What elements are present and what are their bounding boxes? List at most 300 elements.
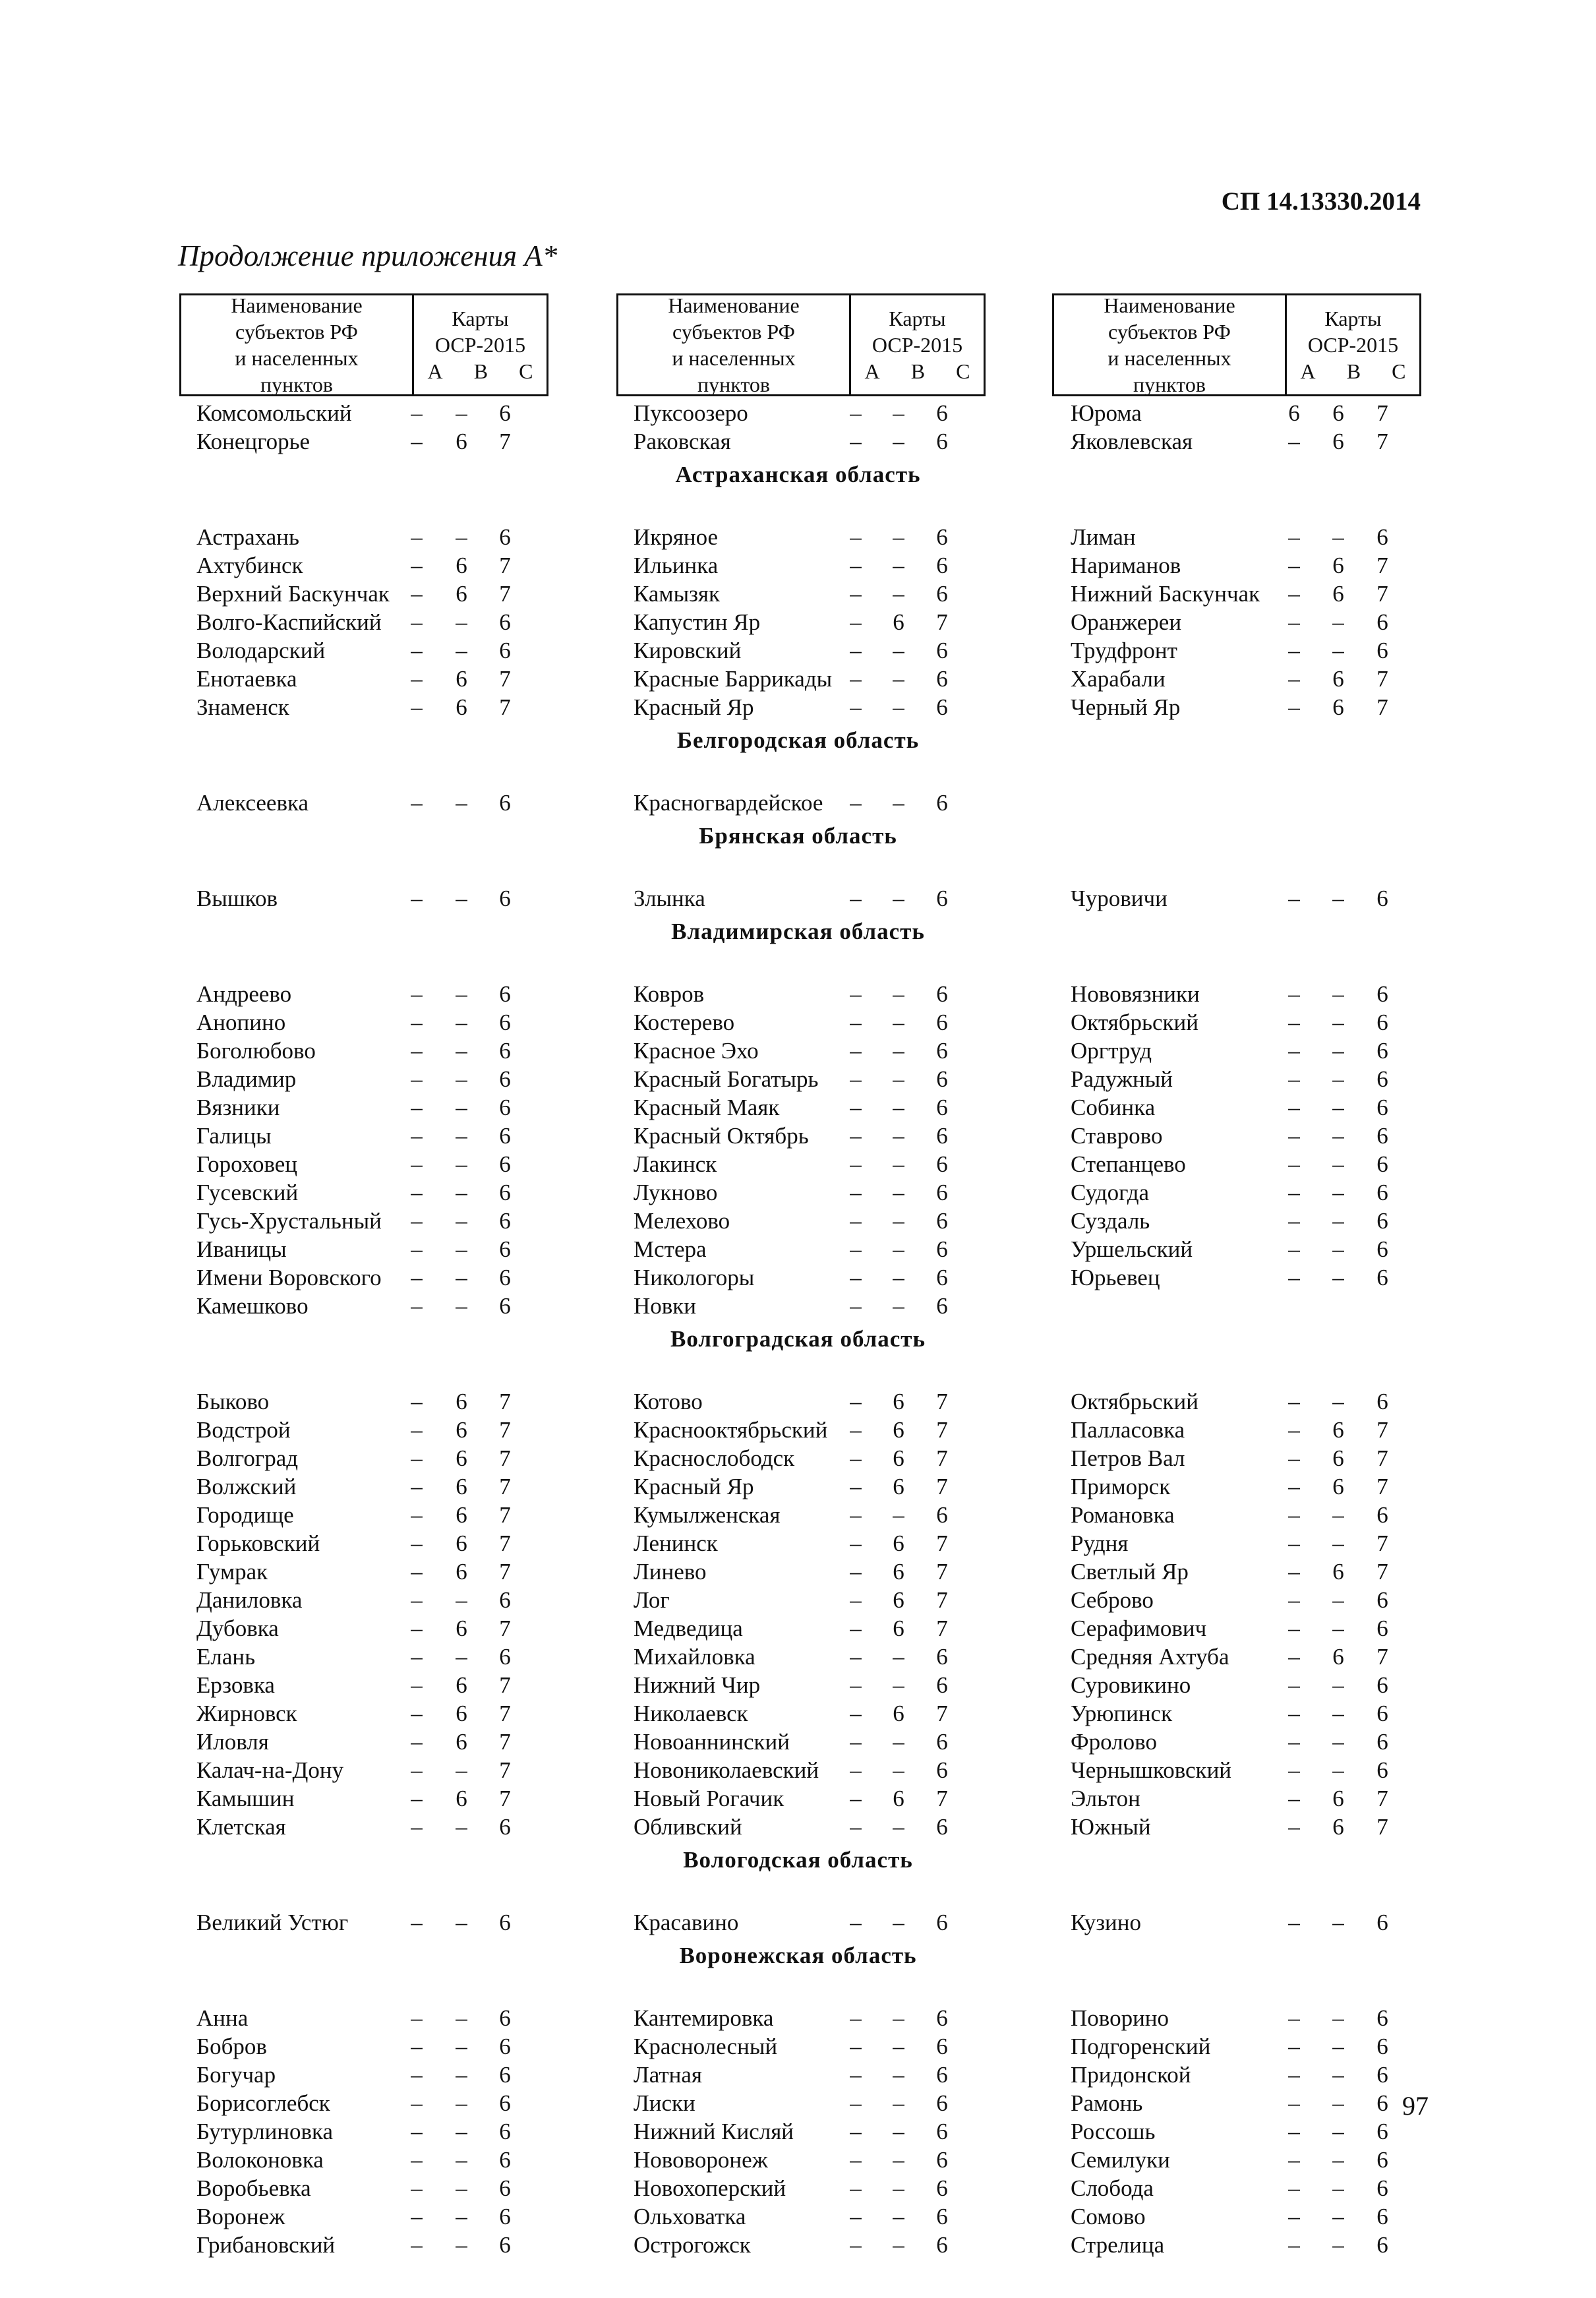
value-c: 6 <box>499 2204 511 2229</box>
value-a: – <box>1288 1095 1300 1120</box>
header-col-b: B <box>1346 359 1361 383</box>
value-c: 6 <box>936 1293 948 1319</box>
settlement-name: Поворино <box>1071 2005 1169 2031</box>
header-name-line: субъектов РФ <box>1108 320 1231 344</box>
value-c: 6 <box>1376 1010 1388 1035</box>
value-b: – <box>456 1644 467 1670</box>
settlement-name: Ильинка <box>634 553 719 578</box>
value-a: – <box>411 1910 423 1935</box>
value-a: – <box>411 1502 423 1528</box>
value-c: 6 <box>936 1502 948 1528</box>
value-b: – <box>1332 2119 1344 2144</box>
settlement-name: Капустин Яр <box>634 609 761 635</box>
value-c: 6 <box>936 2034 948 2059</box>
value-a: – <box>850 1474 862 1499</box>
value-b: 6 <box>456 666 467 692</box>
header-name-line: субъектов РФ <box>672 320 795 344</box>
value-c: 6 <box>499 1010 511 1035</box>
value-c: 7 <box>936 1616 948 1641</box>
value-a: – <box>850 1445 862 1471</box>
table-header <box>1052 293 1421 396</box>
value-a: – <box>850 981 862 1007</box>
value-c: 6 <box>1376 1208 1388 1234</box>
value-b: 6 <box>456 1389 467 1414</box>
value-a: – <box>411 400 423 426</box>
value-b: 6 <box>1332 1786 1344 1811</box>
settlement-name: Грибановский <box>196 2232 336 2258</box>
settlement-name: Ленинск <box>634 1530 718 1556</box>
value-c: 6 <box>499 1587 511 1613</box>
value-b: – <box>893 2232 904 2258</box>
value-a: – <box>1288 429 1300 454</box>
value-a: – <box>850 524 862 550</box>
value-a: – <box>1288 886 1300 911</box>
value-b: – <box>1332 1672 1344 1698</box>
value-a: – <box>411 1644 423 1670</box>
value-a: – <box>411 1066 423 1092</box>
settlement-name: Красный Яр <box>634 694 754 720</box>
value-c: 6 <box>1376 1757 1388 1783</box>
value-a: – <box>850 1729 862 1755</box>
settlement-name: Котово <box>634 1389 703 1414</box>
value-b: – <box>893 2175 904 2201</box>
value-c: 6 <box>499 790 511 816</box>
region-heading: Волгоградская область <box>670 1326 926 1352</box>
value-c: 7 <box>1376 1530 1388 1556</box>
table-row <box>0 1122 1596 1150</box>
settlement-name: Петров Вал <box>1071 1445 1185 1471</box>
value-b: – <box>456 886 467 911</box>
value-a: – <box>850 2119 862 2144</box>
settlement-name: Россошь <box>1071 2119 1156 2144</box>
value-c: 6 <box>1376 1038 1388 1064</box>
table-row <box>0 1263 1596 1292</box>
value-a: – <box>850 1066 862 1092</box>
value-c: 6 <box>1376 886 1388 911</box>
value-a: – <box>411 886 423 911</box>
value-b: – <box>893 790 904 816</box>
value-a: – <box>1288 1786 1300 1811</box>
value-b: – <box>1332 1123 1344 1149</box>
value-b: 6 <box>1332 581 1344 607</box>
settlement-name: Средняя Ахтуба <box>1071 1644 1229 1670</box>
value-b: 6 <box>456 1786 467 1811</box>
value-b: 6 <box>1332 1814 1344 1840</box>
value-a: – <box>850 1502 862 1528</box>
value-c: 6 <box>499 1910 511 1935</box>
value-b: – <box>893 2034 904 2059</box>
value-c: 6 <box>936 1010 948 1035</box>
settlement-name: Ерзовка <box>196 1672 275 1698</box>
value-b: 6 <box>456 553 467 578</box>
value-b: – <box>456 1236 467 1262</box>
value-c: 6 <box>499 1066 511 1092</box>
settlement-name: Лиски <box>634 2090 695 2116</box>
value-c: 6 <box>499 1265 511 1290</box>
settlement-name: Елань <box>196 1644 256 1670</box>
value-a: – <box>850 1701 862 1726</box>
settlement-name: Злынка <box>634 886 705 911</box>
value-c: 7 <box>499 1474 511 1499</box>
value-a: – <box>1288 1910 1300 1935</box>
value-b: – <box>1332 1038 1344 1064</box>
table-row <box>0 2146 1596 2174</box>
settlement-name: Палласовка <box>1071 1417 1185 1443</box>
value-b: – <box>893 1672 904 1698</box>
value-b: – <box>893 1757 904 1783</box>
value-a: – <box>411 1265 423 1290</box>
settlement-name: Судогда <box>1071 1180 1150 1205</box>
value-a: – <box>1288 524 1300 550</box>
table-row <box>0 551 1596 580</box>
value-a: – <box>411 638 423 663</box>
value-b: – <box>1332 1180 1344 1205</box>
value-c: 6 <box>936 524 948 550</box>
value-b: – <box>893 1265 904 1290</box>
value-a: – <box>850 2175 862 2201</box>
value-c: 6 <box>499 2232 511 2258</box>
table-row <box>0 1586 1596 1614</box>
settlement-name: Романовка <box>1071 1502 1175 1528</box>
table-row <box>0 1756 1596 1784</box>
value-b: – <box>893 553 904 578</box>
value-b: – <box>893 1236 904 1262</box>
table-row <box>0 1150 1596 1178</box>
value-b: – <box>1332 2034 1344 2059</box>
value-b: – <box>893 429 904 454</box>
value-b: – <box>1332 2175 1344 2201</box>
settlement-name: Урюпинск <box>1071 1701 1173 1726</box>
settlement-name: Юрьевец <box>1071 1265 1160 1290</box>
table-row <box>0 580 1596 608</box>
value-a: – <box>411 2090 423 2116</box>
value-a: – <box>1288 1616 1300 1641</box>
value-c: 6 <box>499 2147 511 2173</box>
settlement-name: Гороховец <box>196 1151 298 1177</box>
value-b: – <box>893 2204 904 2229</box>
value-a: – <box>411 666 423 692</box>
settlement-name: Южный <box>1071 1814 1151 1840</box>
settlement-name: Николаевск <box>634 1701 748 1726</box>
value-a: – <box>411 1095 423 1120</box>
value-c: 6 <box>936 1038 948 1064</box>
settlement-name: Воробьевка <box>196 2175 311 2201</box>
settlement-name: Галицы <box>196 1123 272 1149</box>
value-b: 6 <box>456 1474 467 1499</box>
value-b: – <box>893 694 904 720</box>
value-c: 6 <box>1376 638 1388 663</box>
value-c: 6 <box>936 1757 948 1783</box>
settlements-table-body <box>0 399 1596 2259</box>
value-a: – <box>850 638 862 663</box>
settlement-name: Жирновск <box>196 1701 297 1726</box>
settlement-name: Дубовка <box>196 1616 279 1641</box>
value-b: – <box>1332 981 1344 1007</box>
value-b: – <box>893 666 904 692</box>
value-a: – <box>1288 2204 1300 2229</box>
value-c: 6 <box>936 981 948 1007</box>
document-code: СП 14.13330.2014 <box>1221 187 1421 216</box>
value-b: – <box>1332 1701 1344 1726</box>
value-b: – <box>1332 1236 1344 1262</box>
value-a: – <box>850 2034 862 2059</box>
value-a: – <box>411 1672 423 1698</box>
table-row <box>0 399 1596 427</box>
value-a: – <box>850 1530 862 1556</box>
value-c: 6 <box>1376 1265 1388 1290</box>
value-a: – <box>1288 1701 1300 1726</box>
settlement-name: Вязники <box>196 1095 280 1120</box>
value-b: – <box>893 1502 904 1528</box>
value-b: 6 <box>1332 1417 1344 1443</box>
value-c: 7 <box>499 1757 511 1783</box>
settlement-name: Октябрьский <box>1071 1010 1199 1035</box>
value-b: – <box>893 1910 904 1935</box>
value-b: – <box>893 886 904 911</box>
value-a: – <box>411 2005 423 2031</box>
settlement-name: Собинка <box>1071 1095 1156 1120</box>
value-a: – <box>411 429 423 454</box>
value-b: – <box>1332 1066 1344 1092</box>
value-c: 6 <box>1376 1236 1388 1262</box>
settlement-name: Придонской <box>1071 2062 1191 2088</box>
table-row <box>0 1908 1596 1937</box>
value-b: – <box>1332 886 1344 911</box>
value-b: – <box>893 581 904 607</box>
settlement-name: Волго-Каспийский <box>196 609 382 635</box>
value-b: – <box>893 2090 904 2116</box>
settlement-name: Красный Маяк <box>634 1095 780 1120</box>
header-col-b: B <box>473 359 488 383</box>
value-b: – <box>456 609 467 635</box>
value-c: 7 <box>1376 429 1388 454</box>
value-c: 7 <box>1376 1786 1388 1811</box>
value-c: 7 <box>499 1729 511 1755</box>
value-b: 6 <box>1332 1474 1344 1499</box>
value-a: – <box>1288 2119 1300 2144</box>
value-c: 7 <box>499 1530 511 1556</box>
value-c: 6 <box>936 666 948 692</box>
header-maps-cell <box>414 295 547 394</box>
settlement-name: Новохоперский <box>634 2175 786 2201</box>
table-row <box>0 2032 1596 2061</box>
region-heading: Белгородская область <box>676 727 920 753</box>
settlement-name: Верхний Баскунчак <box>196 581 390 607</box>
table-row <box>0 1235 1596 1263</box>
value-b: – <box>1332 2147 1344 2173</box>
value-a: – <box>850 2204 862 2229</box>
value-c: 6 <box>936 638 948 663</box>
value-c: 6 <box>1376 524 1388 550</box>
value-b: 6 <box>893 1616 904 1641</box>
settlement-name: Горьковский <box>196 1530 320 1556</box>
table-row <box>0 608 1596 636</box>
value-a: – <box>850 1236 862 1262</box>
value-a: – <box>850 1757 862 1783</box>
value-b: – <box>1332 2062 1344 2088</box>
table-row <box>0 1784 1596 1813</box>
value-a: – <box>850 553 862 578</box>
settlement-name: Бутурлиновка <box>196 2119 334 2144</box>
value-b: 6 <box>456 1530 467 1556</box>
settlement-name: Чуровичи <box>1071 886 1167 911</box>
table-row <box>0 1472 1596 1501</box>
value-c: 7 <box>1376 581 1388 607</box>
value-b: – <box>1332 2232 1344 2258</box>
value-c: 7 <box>1376 553 1388 578</box>
settlement-name: Новый Рогачик <box>634 1786 784 1811</box>
value-c: 6 <box>1376 609 1388 635</box>
value-b: 6 <box>1332 429 1344 454</box>
settlement-name: Фролово <box>1071 1729 1157 1755</box>
settlement-name: Суздаль <box>1071 1208 1150 1234</box>
value-b: 6 <box>893 1417 904 1443</box>
value-c: 6 <box>499 1644 511 1670</box>
table-row <box>0 2061 1596 2089</box>
region-heading: Астраханская область <box>675 462 921 487</box>
value-b: – <box>456 1587 467 1613</box>
settlement-name: Мелехово <box>634 1208 730 1234</box>
value-c: 7 <box>499 1417 511 1443</box>
table-row <box>0 1178 1596 1207</box>
value-c: 7 <box>499 1445 511 1471</box>
settlement-name: Лукново <box>634 1180 718 1205</box>
table-row <box>0 427 1596 456</box>
table-row <box>0 665 1596 693</box>
value-b: – <box>1332 2204 1344 2229</box>
table-row <box>0 1699 1596 1728</box>
table-header <box>616 293 986 396</box>
settlement-name: Камызяк <box>634 581 721 607</box>
table-row <box>0 2174 1596 2202</box>
settlement-name: Медведица <box>634 1616 743 1641</box>
value-b: – <box>1332 1729 1344 1755</box>
value-b: – <box>456 2204 467 2229</box>
value-a: – <box>411 1151 423 1177</box>
value-c: 6 <box>936 1208 948 1234</box>
table-row <box>0 523 1596 551</box>
value-b: 6 <box>893 609 904 635</box>
settlement-name: Оргтруд <box>1071 1038 1152 1064</box>
settlement-name: Быково <box>196 1389 270 1414</box>
table-row <box>0 1614 1596 1643</box>
value-b: – <box>1332 1208 1344 1234</box>
settlement-name: Радужный <box>1071 1066 1173 1092</box>
settlement-name: Калач-на-Дону <box>196 1757 344 1783</box>
settlement-name: Новониколаевский <box>634 1757 819 1783</box>
settlement-name: Андреево <box>196 981 292 1007</box>
table-row <box>0 1065 1596 1093</box>
value-a: – <box>850 609 862 635</box>
header-col-c: C <box>956 359 970 383</box>
settlement-name: Бобров <box>196 2034 267 2059</box>
table-row <box>0 1037 1596 1065</box>
settlement-name: Себрово <box>1071 1587 1154 1613</box>
value-b: 6 <box>1332 1445 1344 1471</box>
value-a: – <box>411 1445 423 1471</box>
header-maps-title: Карты <box>452 307 509 330</box>
value-a: – <box>1288 1066 1300 1092</box>
table-row <box>0 789 1596 817</box>
value-a: – <box>850 1786 862 1811</box>
region-heading: Воронежская область <box>679 1943 917 1968</box>
settlement-name: Вышков <box>196 886 278 911</box>
settlement-name: Чернышковский <box>1071 1757 1232 1783</box>
value-a: – <box>411 524 423 550</box>
settlement-name: Стрелица <box>1071 2232 1165 2258</box>
value-c: 7 <box>1376 1814 1388 1840</box>
table-row <box>0 2004 1596 2032</box>
settlement-name: Кировский <box>634 638 742 663</box>
value-b: – <box>456 1151 467 1177</box>
value-b: – <box>893 1151 904 1177</box>
value-a: – <box>1288 1123 1300 1149</box>
header-maps-cell <box>1287 295 1419 394</box>
value-a: – <box>411 981 423 1007</box>
value-b: – <box>456 1757 467 1783</box>
value-b: – <box>1332 1910 1344 1935</box>
value-a: – <box>411 581 423 607</box>
value-a: – <box>411 1786 423 1811</box>
settlement-name: Приморск <box>1071 1474 1171 1499</box>
value-b: – <box>1332 1010 1344 1035</box>
settlement-name: Новоаннинский <box>634 1729 790 1755</box>
value-c: 6 <box>1376 1729 1388 1755</box>
settlement-name: Никологоры <box>634 1265 755 1290</box>
settlement-name: Нижний Чир <box>634 1672 761 1698</box>
value-a: – <box>411 2119 423 2144</box>
settlement-name: Анопино <box>196 1010 286 1035</box>
header-maps-title: Карты <box>1324 307 1382 330</box>
value-b: – <box>456 1123 467 1149</box>
settlement-name: Волжский <box>196 1474 297 1499</box>
value-b: – <box>456 2062 467 2088</box>
settlement-name: Серафимович <box>1071 1616 1207 1641</box>
value-b: 6 <box>893 1474 904 1499</box>
settlement-name: Красный Октябрь <box>634 1123 809 1149</box>
value-b: 6 <box>456 1701 467 1726</box>
table-row <box>0 2202 1596 2231</box>
value-c: 6 <box>499 2175 511 2201</box>
header-maps-code: ОСР-2015 <box>872 333 963 357</box>
value-b: – <box>456 1010 467 1035</box>
header-name-cell <box>181 295 414 394</box>
value-c: 6 <box>936 886 948 911</box>
header-col-a: A <box>864 359 880 383</box>
settlement-name: Володарский <box>196 638 326 663</box>
settlement-name: Волгоград <box>196 1445 299 1471</box>
settlement-name: Острогожск <box>634 2232 751 2258</box>
value-b: – <box>1332 1587 1344 1613</box>
value-a: – <box>411 553 423 578</box>
value-a: – <box>850 886 862 911</box>
region-heading: Вологодская область <box>683 1847 913 1873</box>
value-b: – <box>1332 2005 1344 2031</box>
table-row <box>0 1813 1596 1841</box>
settlement-name: Камышин <box>196 1786 295 1811</box>
table-row <box>0 1207 1596 1235</box>
value-c: 7 <box>936 1786 948 1811</box>
value-a: – <box>1288 1038 1300 1064</box>
value-a: – <box>850 1616 862 1641</box>
table-row <box>0 1444 1596 1472</box>
value-a: – <box>1288 2034 1300 2059</box>
value-a: – <box>850 2147 862 2173</box>
value-a: 6 <box>1288 400 1300 426</box>
value-a: – <box>850 1644 862 1670</box>
value-c: 6 <box>499 609 511 635</box>
settlement-name: Краснослободск <box>634 1445 795 1471</box>
